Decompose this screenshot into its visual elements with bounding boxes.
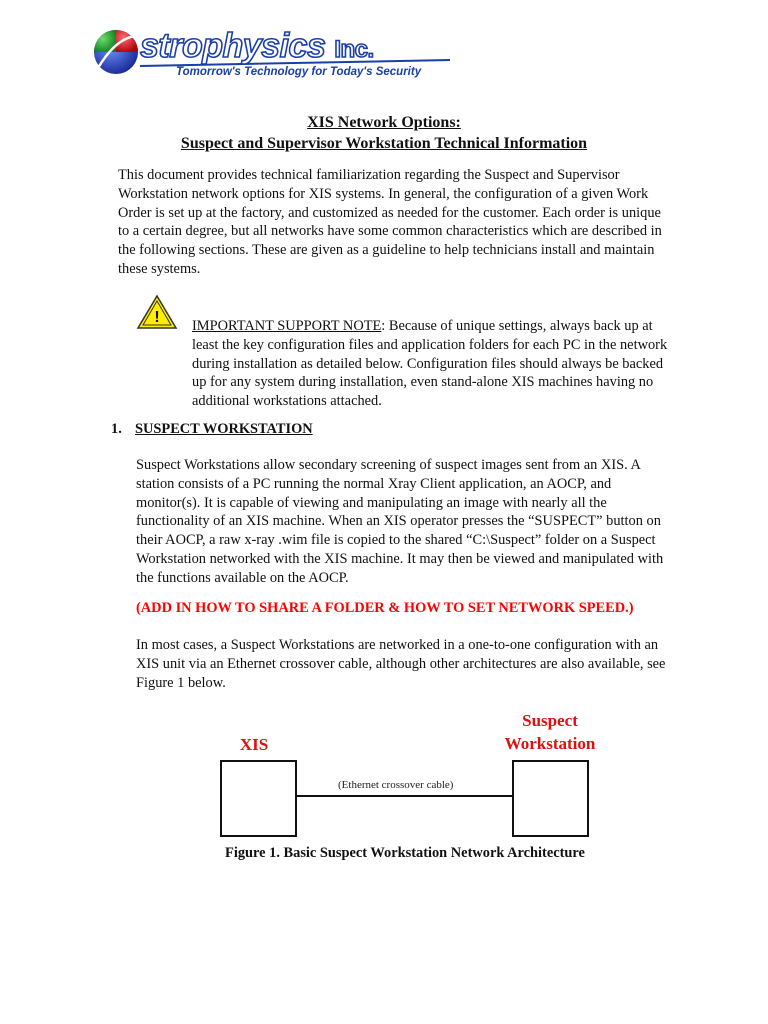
doc-title-line1: XIS Network Options: [307, 114, 461, 131]
network-paragraph: In most cases, a Suspect Workstations are networked in a one-to-one configuration with an XIS unit via an Ethernet crossover cable, although other architectures are also available, see Figure 1 below. [136, 637, 666, 691]
important-note [192, 317, 670, 411]
red-todo-note: (ADD IN HOW TO SHARE A FOLDER & HOW TO SET NETWORK SPEED.) [136, 600, 634, 616]
warning-icon [136, 294, 178, 330]
section-heading [111, 421, 313, 438]
xis-box [220, 760, 297, 837]
suspect-label-line1: Suspect [522, 711, 578, 730]
xis-label: XIS [239, 735, 269, 754]
company-logo [88, 22, 468, 84]
logo-tagline: Tomorrow's Technology for Today's Security [176, 66, 422, 78]
globe-logo-icon [92, 28, 140, 76]
crossover-cable-line [295, 795, 512, 797]
note-label: IMPORTANT SUPPORT NOTE [192, 318, 382, 334]
figure-caption: Figure 1. Basic Suspect Workstation Network Architecture [225, 845, 585, 861]
cable-label: (Ethernet crossover cable) [338, 779, 454, 791]
doc-title-line2: Suspect and Supervisor Workstation Technical Information [180, 135, 588, 152]
logo-inc: Inc. [334, 36, 374, 63]
logo-wordmark [140, 26, 374, 70]
figure-1-diagram [200, 706, 620, 846]
svg-text:!: ! [154, 309, 160, 326]
intro-paragraph: This document provides technical familiarization regarding the Suspect and Supervisor Workstation network options for XIS systems. In general, the configuration of a given Work Order is set up at the factory, and customized as needed for the customer. Each order is unique to a certain degree, but all networks have some common characteristics which are described in the following sections. These are given as a guideline to help technicians install and maintain these systems. [118, 167, 662, 277]
logo-name: strophysics [140, 27, 326, 65]
section-number: 1. [111, 421, 122, 437]
note-text: : Because of unique settings, always back up at least the key configuration files and application folders for each PC in the network during installation as detailed below. Configuration files should always be backed up for any system during installation, even stand-alone XIS machines having no additional workstations attached. [192, 318, 668, 410]
section-title: SUSPECT WORKSTATION [135, 421, 313, 437]
suspect-paragraph: Suspect Workstations allow secondary screening of suspect images sent from an XIS. A station consists of a PC running the normal Xray Client application, an AOCP, and monitor(s). It is capable of viewing and manipulating an image with nearly all the functionality of an XIS machine. When an XIS operator presses the “SUSPECT” button on their AOCP, a raw x-ray .wim file is copied to the shared “C:\Suspect” folder on a Suspect Workstation networked with the XIS machine. It may then be viewed and manipulated with the functions available on the AOCP. [136, 457, 664, 586]
workstation-box [512, 760, 589, 837]
suspect-label-line2: Workstation [504, 734, 596, 753]
